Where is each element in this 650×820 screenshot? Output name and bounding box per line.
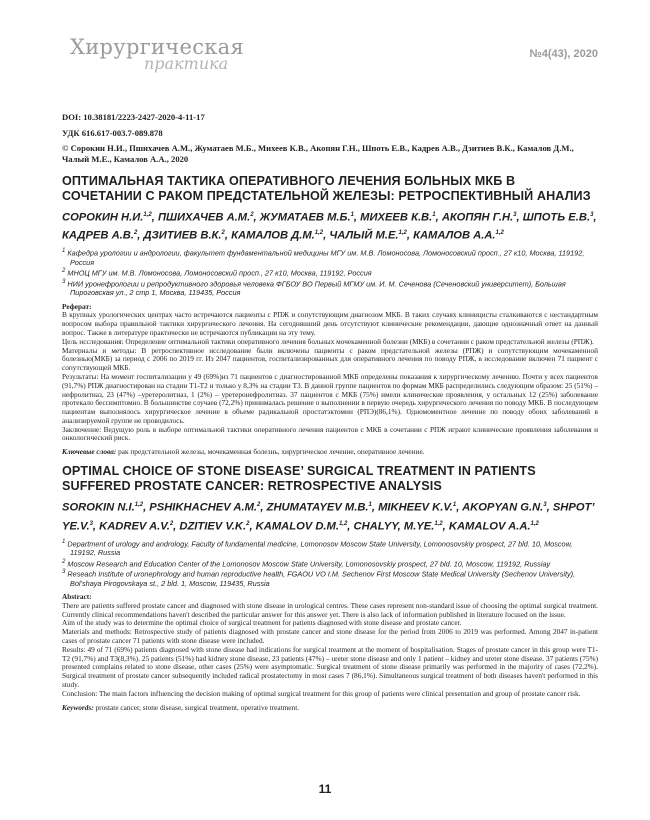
author-affiliation-ref: 3 xyxy=(543,502,547,509)
author-affiliation-ref: 1,2 xyxy=(495,230,504,237)
author-affiliation-ref: 1 xyxy=(452,502,457,509)
author-affiliation-ref: 1,2 xyxy=(338,520,348,527)
article-content xyxy=(62,112,598,720)
author-name: КАДРЕВ А.В. xyxy=(62,229,134,242)
abstract-paragraph: Результаты: На момент госпитализации у 49 (69%)из 71 пациентов с диагностированной МКБ определены показания к хирургическому лечению. Почти у всех пациентов (91,7%) РПЖ диагностирован на стадии T1-T2 и только у 8,3% на стадии T3. В данной группе пациентов по формам МКБ распределились следующим образом: 25 (51%) – нефролитиаз, 23 (47%) –уретеролитиаз, 1 (2%) – уретеронефролитиаз. 37 пациентов с МКБ (75%) имели клинические проявления, у остальных 12 (25%) заболевание протекало бессимптомно. В большинстве случаев (72,2%) принималась решение о выполнении в первую очередь хирургического лечения по поводу МКБ. В последующем пациентам выполнялось хирургическое лечение в объеме радикальной простатэктомии (РПЭ)(86,1%). Одномоментное лечение по поводу обоих заболеваний в анализируемой группе не проводилось. xyxy=(62,371,598,425)
author-name: KAMALOV A.A. xyxy=(448,520,531,533)
author-affiliation-ref: 2 xyxy=(133,230,138,237)
author-affiliation-ref: 1 xyxy=(350,211,354,218)
affiliation-item xyxy=(62,538,598,558)
affiliation-item xyxy=(62,267,598,278)
keywords-label: Ключевые слова: xyxy=(62,447,117,457)
author-name: КАМАЛОВ Д.М. xyxy=(231,229,315,242)
affiliation-text: НИИ уронефрологии и репродуктивного здоровья человека ФГБОУ ВО Первый МГМУ им. И. М. Сеченова (Сеченовский университет), Большая Пироговская ул., 2 стр 1, Москва, 119435, Россия xyxy=(65,279,566,298)
keywords-en xyxy=(62,703,598,712)
doi[interactable]: DOI: 10.38181/2223-2427-2020-4-11-17 xyxy=(62,112,205,122)
journal-name: Хирургическая xyxy=(70,35,245,59)
affiliation-item xyxy=(62,278,598,298)
affiliation-text: МНОЦ МГУ им. М.В. Ломоносова, Ломоносовский просп., 27 к10, Москва, 119192, Россия xyxy=(65,268,372,278)
author-name: СОРОКИН Н.И. xyxy=(62,211,144,224)
author-affiliation-ref: 1 xyxy=(432,211,436,218)
author-name: МИХЕЕВ К.В. xyxy=(360,211,433,224)
author-name: ZHUMATAYEV M.B. xyxy=(266,502,369,515)
title-ru: ОПТИМАЛЬНАЯ ТАКТИКА ОПЕРАТИВНОГО ЛЕЧЕНИЯ БОЛЬНЫХ МКБ В СОЧЕТАНИИ С РАКОМ ПРЕДСТАТЕЛЬНОЙ ЖЕЛЕЗЫ: РЕТРОСПЕКТИВНЫЙ АНАЛИЗ xyxy=(62,173,591,203)
affiliation-number: 1 xyxy=(62,248,66,255)
journal-logo xyxy=(70,36,244,73)
affiliations-ru xyxy=(62,247,598,297)
authors-ru: СОРОКИН Н.И.$^{1,2}$, ПШИХАЧЕВ А.М.$^2$, ЖУМАТАЕВ М.Б.$^1$, МИХЕЕВ К.В.$^1$, АКОПЯН Г.Н.$^3$, ШПОТЬ Е.В.$^3$, КАДРЕВ А.В.$^2$, ДЗИТИЕВ В.К.$^2$, КАМАЛОВ Д.М.$^{1,2}$, ЧАЛЫЙ М.Е.$^{1,2}$, КАМАЛОВ А.А.$^{1,2}$ xyxy=(62,211,597,242)
affiliation-number: 3 xyxy=(62,569,66,576)
abstract-heading-en: Abstract: xyxy=(62,592,92,602)
author-affiliation-ref: 3 xyxy=(513,211,517,218)
abstract-paragraph: Aim of the study was to determine the optimal choice of surgical treatment for patients diagnosed with stone disease and prostate cancer. xyxy=(62,618,462,628)
author-affiliation-ref: 2 xyxy=(257,502,261,509)
author-name: CHALYY, M.YE. xyxy=(353,520,435,533)
affiliation-text: Reseach Institute of uronephrology and human reproductive health, FGAOU VO I.M. Sechenov First Moscow State Medical University (Sechenov University), Bol’shaya Pirogovskaya st., 2 bld. 1, Moscow, 119435, Russia xyxy=(65,569,576,588)
affiliation-text: Moscow Research and Education Center of the Lomonosov Moscow State University, Lomonosovskiy prospect, 27 bld. 10, Moscow, 119192, Russiay xyxy=(65,559,551,568)
author-name: ЖУМАТАЕВ М.Б. xyxy=(259,211,351,224)
author-name: ПШИХАЧЕВ А.М. xyxy=(157,211,251,224)
copyright: © Сорокин Н.И., Пшихачев А.М., Жуматаев М.Б., Михеев К.В., Акопян Г.Н., Шпоть Е.В., Кадрев А.В., Дзитиев В.К., Камалов Д.М., Чалый М.Е., Камалов А.А., 2020 xyxy=(62,143,574,165)
author-affiliation-ref: 1,2 xyxy=(143,211,152,218)
abstract-paragraph: There are patients suffered prostate cancer and diagnosed with stone disease in urological centres. These cases represent non-standard issue of choosing the optimal surgical treatment. Currently clinical recommendations haven't described the particular answer for this answer yet. There is also lack of information published in literature focused on the issue. xyxy=(62,600,598,619)
author-name: KAMALOV D.M. xyxy=(255,520,339,533)
author-affiliation-ref: 3 xyxy=(590,211,594,218)
abstract-paragraph: Materials and methods: Retrospective study of patients diagnosed with prostate cancer and stone disease for the period from 2006 to 2019 was performed. Among 2047 in-patient cases of prostate cancer 71 patients with stone disease were included. xyxy=(62,627,598,646)
affiliation-item xyxy=(62,558,598,569)
author-name: ДЗИТИЕВ В.К. xyxy=(143,229,222,242)
keywords-ru xyxy=(62,447,598,456)
abstract-paragraph: Материалы и методы: В ретроспективное исследование были включены пациенты с раком предстательной железы (РПЖ) и сопутствующим мочекаменной болезнью(МКБ) за период с 2006 по 2019 гг. Из 2047 пациентов, госпитализированных для оперативного лечения по поводу РПЖ, в исследование включен 71 пациент с сопутствующей МКБ. xyxy=(62,345,598,373)
title-en: OPTIMAL CHOICE OF STONE DISEASE’ SURGICAL TREATMENT IN PATIENTS SUFFERED PROSTATE CANCER: RETROSPECTIVE ANALYSIS xyxy=(62,464,536,494)
keywords-text: рак предстательной железы, мочекаменная болезнь, хирургическое лечение, оперативное лечение. xyxy=(118,447,425,457)
udc: УДК 616.617-003.7-089.878 xyxy=(62,127,163,138)
abstract-paragraph: Conclusion: The main factors influencing the decision making of optimal surgical treatment for this group of patients were clinical presentation and group of prostate cancer risk. xyxy=(62,688,581,698)
abstract-heading-ru: Реферат: xyxy=(62,301,92,311)
author-name: PSHIKHACHEV A.M. xyxy=(149,502,258,515)
affiliation-item xyxy=(62,568,598,588)
affiliation-text: Department of urology and andrology, Faculty of fundamental medicine, Lomonosov Moscow State University, Lomonosovskiy prospect, 27 bld. 10, Moscow, 119192, Russia xyxy=(65,539,573,558)
author-name: MIKHEEV K.V. xyxy=(378,502,453,515)
journal-name-script: практика xyxy=(144,54,229,73)
page-number: 11 xyxy=(318,782,332,796)
affiliation-text: Кафедра урологии и андрологии, факультет фундаментальной медицины МГУ им. М.В. Ломоносова, Ломоносовский просп., 27 к10, Москва, 119192, Россия xyxy=(65,248,585,267)
author-affiliation-ref: 2 xyxy=(221,230,225,237)
author-affiliation-ref: 1,2 xyxy=(530,520,539,527)
author-name: AKOPYAN G.N. xyxy=(462,502,544,515)
abstract-en xyxy=(62,593,598,699)
abstract-paragraph: Заключение: Ведущую роль в выборе оптимальной тактики оперативного лечения пациентов с МКБ в сочетании с РПЖ играют клинические проявления заболевания и онкологический риск. xyxy=(62,424,598,443)
author-affiliation-ref: 2 xyxy=(250,211,254,218)
affiliation-number: 2 xyxy=(62,268,66,275)
author-name: SOROKIN N.I. xyxy=(62,502,135,515)
authors-en: SOROKIN N.I.$^{1,2}$, PSHIKHACHEV A.M.$^2$, ZHUMATAYEV M.B.$^1$, MIKHEEV K.V.$^1$, AKOPYAN G.N.$^3$, SHPOT’ YE.V.$^3$, KADREV A.V.$^2$, DZITIEV V.K.$^2$, KAMALOV D.M.$^{1,2}$, CHALYY, M.YE.$^{1,2}$, KAMALOV A.A.$^{1,2}$ xyxy=(62,502,595,533)
abstract-ru xyxy=(62,303,598,444)
author-affiliation-ref: 1 xyxy=(368,502,372,509)
author-affiliation-ref: 1,2 xyxy=(434,520,443,527)
author-name: DZITIEV V.K. xyxy=(179,520,247,533)
affiliation-number: 3 xyxy=(62,278,66,285)
affiliation-item xyxy=(62,247,598,267)
author-name: КАМАЛОВ А.А. xyxy=(413,229,496,242)
author-name: KADREV A.V. xyxy=(99,520,170,533)
author-affiliation-ref: 2 xyxy=(246,520,250,527)
author-affiliation-ref: 2 xyxy=(169,520,174,527)
author-name: SHPOT’ YE.V. xyxy=(62,502,595,533)
author-name: АКОПЯН Г.Н. xyxy=(441,211,514,224)
keywords-label: Keywords: xyxy=(62,702,94,712)
author-affiliation-ref: 3 xyxy=(89,520,93,527)
abstract-paragraph: Цель исследования: Определение оптимальной тактики оперативного лечения больных мочекаменной болезни (МКБ) в сочетании с раком предстательной железы (РПЖ). xyxy=(62,336,594,346)
author-affiliation-ref: 1,2 xyxy=(134,502,144,509)
affiliation-number: 1 xyxy=(62,538,66,545)
author-name: ШПОТЬ Е.В. xyxy=(522,211,591,224)
author-affiliation-ref: 1,2 xyxy=(398,230,407,237)
author-affiliation-ref: 1,2 xyxy=(314,230,324,237)
affiliations-en xyxy=(62,538,598,588)
affiliation-number: 2 xyxy=(62,558,66,565)
abstract-paragraph: Results: 49 of 71 (69%) patients diagnosed with stone disease had indications for surgical treatment at the moment of hospitalisation. Stages of prostate cancer in this group were T1-T2 (91,7%) and T3(8,3%). 25 patients (51%) had kidney stone disease, 23 patients (47%) – ureter stone disease and only 1 patient – kidney and ureter stone disease. 37 patients (75%) presented complains related to stone disease, other cases (25%) were asymptomatic. Surgical treatment of stone disease primarily was performed in the majority of cases (72,2%). Surgical treatment of prostate cancer subsequently included radical prostatectomy in most cases 7 (86,1%). Simultaneous surgical treatment of both diseases haven't performed in this study. xyxy=(62,644,598,689)
issue-number: №4(43), 2020 xyxy=(529,48,598,60)
author-name: ЧАЛЫЙ М.Е. xyxy=(329,229,399,242)
keywords-text: prostate cancer, stone disease, surgical treatment, operative treatment. xyxy=(95,702,300,712)
abstract-paragraph: В крупных урологических центрах часто встречаются пациенты с РПЖ и сопутствующим диагнозом МКБ. В таких случаях клиницисты сталкиваются с нестандартным вопросом выбора правильной тактики хирургического лечения. На сегодняшний день отсутствуют клинические рекомендации, дающие однозначный ответ на данный вопрос. Также в литературе практически не встречаются публикации на эту тему. xyxy=(62,310,598,337)
